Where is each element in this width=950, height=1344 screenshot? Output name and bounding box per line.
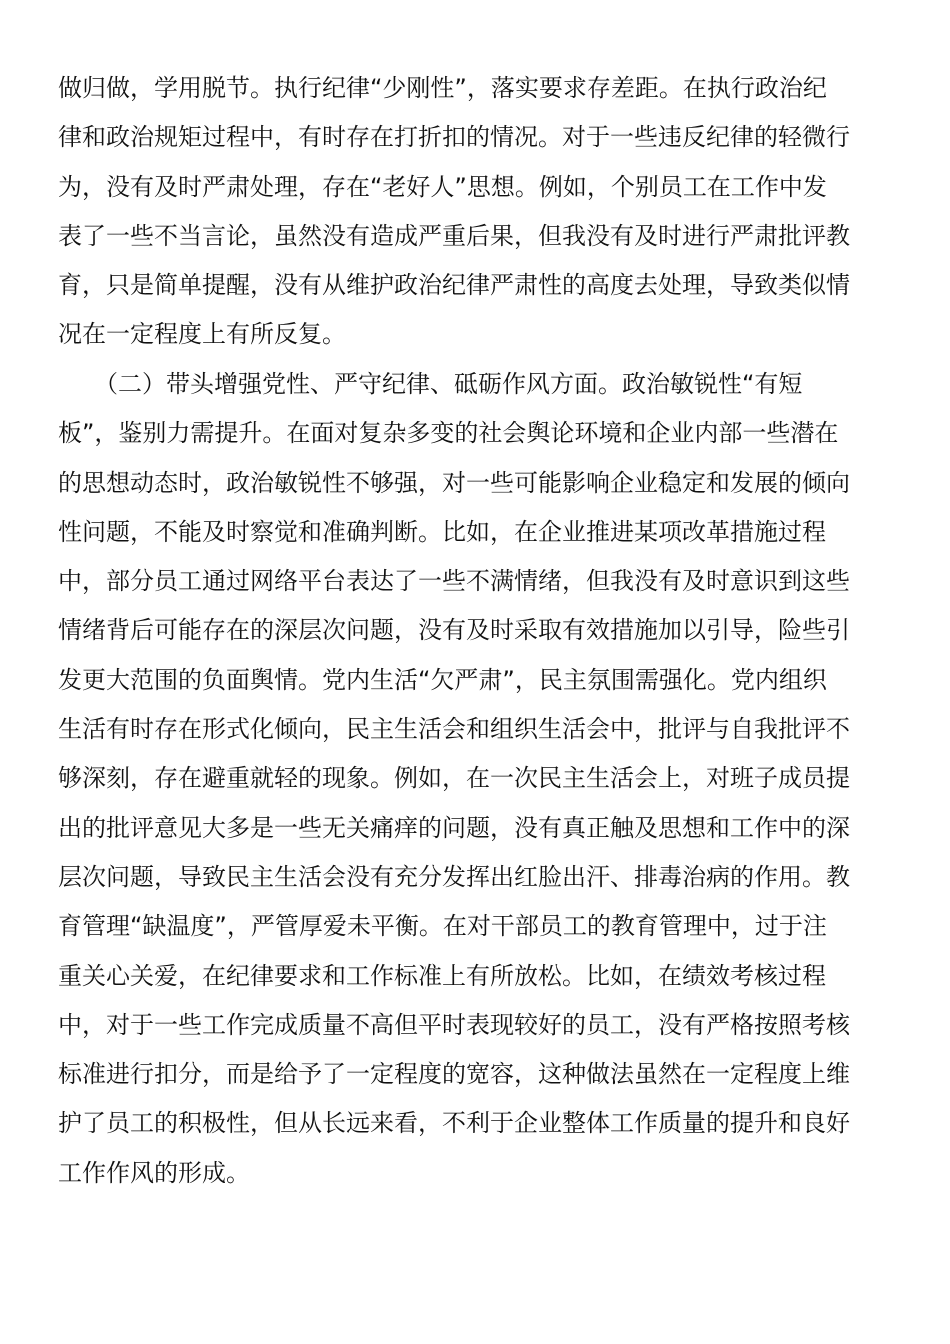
text-line: 够深刻，存在避重就轻的现象。例如，在一次民主生活会上，对班子成员提	[58, 764, 850, 793]
paragraph-1	[58, 64, 878, 360]
text-line: 护了员工的积极性，但从长远来看，不利于企业整体工作质量的提升和良好	[58, 1109, 850, 1138]
text-line: 做归做，学用脱节。执行纪律“少刚性”，落实要求存差距。在执行政治纪	[58, 74, 827, 102]
text-line: 层次问题，导致民主生活会没有充分发挥出红脸出汗、排毒治病的作用。教	[58, 862, 850, 891]
text-line: 为，没有及时严肃处理，存在“老好人”思想。例如，个别员工在工作中发	[58, 172, 827, 201]
text-line: 况在一定程度上有所反复。	[58, 320, 346, 349]
text-line: 重关心关爱，在纪律要求和工作标准上有所放松。比如，在绩效考核过程	[58, 961, 826, 990]
text-line: 出的批评意见大多是一些无关痛痒的问题，没有真正触及思想和工作中的深	[58, 813, 850, 842]
text-line: （二）带头增强党性、严守纪律、砥砺作风方面。政治敏锐性“有短	[58, 370, 803, 398]
text-line: 表了一些不当言论，虽然没有造成严重后果，但我没有及时进行严肃批评教	[58, 221, 850, 250]
text-line: 的思想动态时，政治敏锐性不够强，对一些可能影响企业稳定和发展的倾向	[58, 468, 850, 497]
text-line: 工作作风的形成。	[58, 1158, 250, 1187]
text-line: 律和政治规矩过程中，有时存在打折扣的情况。对于一些违反纪律的轻微行	[58, 123, 850, 152]
text-line: 发更大范围的负面舆情。党内生活“欠严肃”，民主氛围需强化。党内组织	[58, 665, 827, 694]
text-line: 生活有时存在形式化倾向，民主生活会和组织生活会中，批评与自我批评不	[58, 715, 850, 744]
text-line: 性问题，不能及时察觉和准确判断。比如，在企业推进某项改革措施过程	[58, 517, 826, 546]
text-line: 中，对于一些工作完成质量不高但平时表现较好的员工，没有严格按照考核	[58, 1010, 850, 1039]
text-line: 育管理“缺温度”，严管厚爱未平衡。在对干部员工的教育管理中，过于注	[58, 912, 827, 941]
text-line: 中，部分员工通过网络平台表达了一些不满情绪，但我没有及时意识到这些	[58, 567, 850, 596]
text-line: 板”，鉴别力需提升。在面对复杂多变的社会舆论环境和企业内部一些潜在	[58, 419, 839, 448]
paragraph-2	[58, 360, 878, 1198]
text-line: 情绪背后可能存在的深层次问题，没有及时采取有效措施加以引导，险些引	[58, 616, 850, 645]
text-line: 育，只是简单提醒，没有从维护政治纪律严肃性的高度去处理，导致类似情	[58, 271, 850, 300]
text-line: 标准进行扣分，而是给予了一定程度的宽容，这种做法虽然在一定程度上维	[58, 1060, 850, 1089]
